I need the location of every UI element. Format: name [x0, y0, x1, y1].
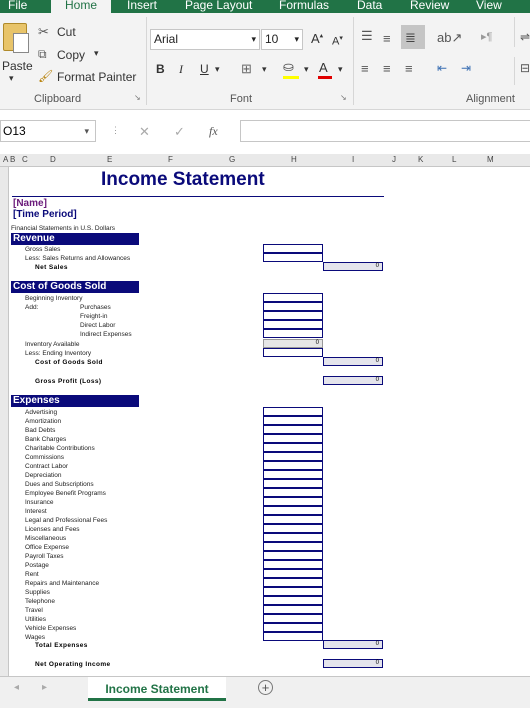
clipboard-launcher-icon[interactable]: ↘	[134, 93, 141, 102]
formula-bar-grip-icon: ⋮	[111, 125, 120, 135]
column-header[interactable]: H	[291, 155, 297, 164]
font-family-select[interactable]: Arial ▾	[150, 29, 260, 50]
total-expenses[interactable]: 0	[323, 640, 383, 649]
expense-cell[interactable]	[263, 605, 323, 614]
font-launcher-icon[interactable]: ↘	[340, 93, 347, 102]
font-group-label: Font	[230, 93, 253, 105]
returns-cell[interactable]	[263, 253, 323, 262]
paste-doc-icon	[13, 33, 29, 53]
insert-function-icon[interactable]: fx	[209, 124, 218, 138]
expense-cell[interactable]	[263, 614, 323, 623]
expense-label: Travel	[25, 607, 43, 614]
enter-icon[interactable]: ✓	[174, 124, 185, 139]
align-right-icon[interactable]: ≡	[405, 61, 413, 76]
freight-cell[interactable]	[263, 311, 323, 320]
name-box-dropdown-icon[interactable]: ▾	[84, 126, 89, 136]
scroll-right-icon[interactable]: ▸	[42, 682, 48, 693]
expense-label: Insurance	[25, 499, 54, 506]
ending-inventory-cell[interactable]	[263, 348, 323, 357]
expense-cell[interactable]	[263, 416, 323, 425]
expenses-header: Expenses	[11, 395, 139, 407]
expense-label: Dues and Subscriptions	[25, 481, 94, 488]
expense-cell[interactable]	[263, 623, 323, 632]
expense-cell[interactable]	[263, 632, 323, 641]
expense-cell[interactable]	[263, 533, 323, 542]
font-dropdown-icon: ▾	[251, 34, 256, 44]
net-operating-income[interactable]: 0	[323, 659, 383, 668]
expense-cell[interactable]	[263, 551, 323, 560]
expense-label: Bad Debts	[25, 427, 56, 434]
expense-label: Contract Labor	[25, 463, 68, 470]
sheet-tab-income-statement[interactable]: Income Statement	[88, 677, 226, 701]
wrap-text-icon[interactable]: ⇌	[520, 30, 530, 44]
expense-label: Telephone	[25, 598, 55, 605]
expense-label: Bank Charges	[25, 436, 67, 443]
expense-label: Depreciation	[25, 472, 62, 479]
direct-labor-label: Direct Labor	[80, 322, 116, 329]
revenue-header: Revenue	[11, 233, 139, 245]
decrease-font-icon[interactable]: A▾	[332, 35, 343, 48]
align-middle-icon[interactable]: ≡	[383, 31, 391, 46]
formula-input[interactable]	[240, 120, 530, 142]
cogs-header: Cost of Goods Sold	[11, 281, 139, 293]
expense-cell[interactable]	[263, 425, 323, 434]
direct-labor-cell[interactable]	[263, 320, 323, 329]
alignment-group-label: Alignment	[466, 93, 515, 105]
expense-cell[interactable]	[263, 506, 323, 515]
expense-label: Employee Benefit Programs	[25, 490, 106, 497]
purchases-label: Purchases	[80, 304, 111, 311]
column-header[interactable]: D	[50, 155, 56, 164]
copy-icon[interactable]: ⧉	[38, 47, 47, 61]
net-sales-total[interactable]: 0	[323, 262, 383, 271]
format-painter-button[interactable]: Format Painter	[57, 70, 137, 84]
align-bottom-button[interactable]	[401, 25, 425, 49]
column-header[interactable]: L	[452, 155, 457, 164]
column-header[interactable]: G	[229, 155, 236, 164]
add-sheet-icon[interactable]: +	[258, 680, 273, 695]
align-top-icon[interactable]: ☰	[361, 28, 373, 43]
ribbon	[0, 13, 530, 110]
expense-cell[interactable]	[263, 479, 323, 488]
size-dropdown-icon: ▾	[294, 34, 299, 44]
increase-font-icon[interactable]: A▴	[311, 31, 324, 46]
expense-label: Advertising	[25, 409, 58, 416]
font-color-icon[interactable]: A	[319, 60, 328, 75]
expense-cell[interactable]	[263, 407, 323, 416]
format-painter-icon[interactable]: 🖌	[38, 69, 54, 83]
tab-view[interactable]: View	[476, 0, 502, 12]
expense-cell[interactable]	[263, 515, 323, 524]
expense-cell[interactable]	[263, 578, 323, 587]
expense-label: Rent	[25, 571, 39, 578]
total-expenses-label: Total Expenses	[35, 642, 88, 649]
column-header[interactable]: J	[392, 155, 396, 164]
expense-label: Interest	[25, 508, 47, 515]
font-color-dropdown-icon[interactable]: ▾	[338, 64, 343, 74]
indirect-expenses-cell[interactable]	[263, 329, 323, 338]
ribbon-separator	[146, 17, 147, 105]
expense-cell[interactable]	[263, 596, 323, 605]
expense-cell[interactable]	[263, 470, 323, 479]
expense-cell[interactable]	[263, 524, 323, 533]
column-header[interactable]: K	[418, 155, 424, 164]
freight-label: Freight-in	[80, 313, 108, 320]
expense-label: Wages	[25, 634, 45, 641]
expense-cell[interactable]	[263, 461, 323, 470]
tab-home[interactable]: Home	[51, 0, 111, 13]
name-box[interactable]: O13 ▾	[0, 120, 96, 142]
align-center-icon[interactable]: ≡	[383, 61, 391, 76]
borders-icon[interactable]: ⊞	[241, 61, 252, 76]
beginning-inventory-cell[interactable]	[263, 293, 323, 302]
expense-label: Supplies	[25, 589, 50, 596]
font-color-swatch	[318, 76, 332, 79]
sheet-tab-bar	[0, 676, 530, 708]
tab-file[interactable]: File	[8, 0, 28, 12]
currency-note: Financial Statements in U.S. Dollars	[11, 225, 116, 232]
expense-label: Commissions	[25, 454, 65, 461]
expense-cell[interactable]	[263, 560, 323, 569]
fill-color-icon[interactable]: ⛀	[283, 59, 294, 74]
beginning-inventory-label: Beginning Inventory	[25, 295, 83, 302]
paste-button[interactable]: Paste	[2, 59, 33, 73]
gross-profit-total[interactable]: 0	[323, 376, 383, 385]
expense-label: Vehicle Expenses	[25, 625, 77, 632]
align-left-icon[interactable]: ≡	[361, 61, 369, 76]
expense-cell[interactable]	[263, 569, 323, 578]
tab-review[interactable]: Review	[410, 0, 450, 12]
ending-inventory-label: Less: Ending Inventory	[25, 350, 92, 357]
underline-button[interactable]: U	[200, 62, 209, 76]
column-header[interactable]: F	[168, 155, 173, 164]
orientation-icon[interactable]: ab↗	[437, 30, 463, 45]
expense-label: Charitable Contributions	[25, 445, 95, 452]
expense-cell[interactable]	[263, 452, 323, 461]
expense-cell[interactable]	[263, 488, 323, 497]
tab-page-layout[interactable]: Page Layout	[185, 0, 253, 12]
paste-dropdown-icon[interactable]: ▾	[9, 73, 14, 83]
add-label: Add:	[25, 304, 39, 311]
column-headers	[0, 154, 530, 167]
expense-label: Office Expense	[25, 544, 69, 551]
copy-dropdown-icon[interactable]: ▾	[94, 48, 99, 58]
expense-label: Miscellaneous	[25, 535, 67, 542]
tab-data[interactable]: Data	[357, 0, 383, 12]
time-period: [Time Period]	[13, 209, 77, 220]
expense-label: Legal and Professional Fees	[25, 517, 108, 524]
row-headers	[0, 167, 9, 676]
ribbon-separator	[514, 57, 515, 85]
copy-button[interactable]: Copy	[57, 48, 86, 62]
decrease-indent-icon[interactable]: ⇤	[437, 61, 448, 75]
cancel-icon[interactable]: ✕	[139, 124, 150, 139]
align-bottom-icon: ≣	[405, 30, 416, 45]
scroll-left-icon[interactable]: ◂	[14, 682, 20, 693]
bold-button[interactable]: B	[156, 62, 165, 76]
font-size-select[interactable]: 10 ▾	[261, 29, 303, 50]
sheet-title: Income Statement	[101, 169, 265, 190]
returns-label: Less: Sales Returns and Allowances	[25, 255, 131, 262]
cut-button[interactable]: Cut	[57, 25, 76, 39]
expense-label: Licenses and Fees	[25, 526, 80, 533]
inventory-available-label: Inventory Available	[25, 341, 80, 348]
expense-cell[interactable]	[263, 434, 323, 443]
column-header[interactable]: I	[352, 155, 355, 164]
expense-label: Payroll Taxes	[25, 553, 64, 560]
tab-formulas[interactable]: Formulas	[279, 0, 330, 12]
ribbon-separator	[353, 17, 354, 105]
column-header[interactable]: A	[3, 155, 9, 164]
expense-cell[interactable]	[263, 443, 323, 452]
expense-label: Repairs and Maintenance	[25, 580, 100, 587]
tab-insert[interactable]: Insert	[127, 0, 158, 12]
merge-center-icon[interactable]: ⊟	[520, 61, 530, 75]
increase-indent-icon[interactable]: ⇥	[461, 61, 472, 75]
underline-dropdown-icon[interactable]: ▾	[215, 64, 220, 74]
ribbon-tab-bar	[0, 0, 530, 13]
column-header[interactable]: B	[10, 155, 16, 164]
cogs-total-label: Cost of Goods Sold	[35, 359, 103, 366]
expense-cell[interactable]	[263, 497, 323, 506]
indirect-expenses-label: Indirect Expenses	[80, 331, 132, 338]
title-underline	[12, 196, 384, 197]
inventory-available-cell[interactable]: 0	[263, 339, 323, 348]
expense-cell[interactable]	[263, 587, 323, 596]
company-name: [Name]	[13, 198, 47, 209]
expense-label: Postage	[25, 562, 49, 569]
expense-label: Utilities	[25, 616, 46, 623]
gross-profit-label: Gross Profit (Loss)	[35, 378, 102, 385]
column-header[interactable]: E	[107, 155, 113, 164]
italic-button[interactable]: I	[179, 62, 183, 76]
gross-sales-label: Gross Sales	[25, 246, 61, 253]
net-sales-label: Net Sales	[35, 264, 68, 271]
scissors-icon[interactable]: ✂	[38, 24, 49, 39]
gross-sales-cell[interactable]	[263, 244, 323, 253]
column-header[interactable]: C	[22, 155, 28, 164]
ribbon-separator	[514, 17, 515, 47]
cogs-total[interactable]: 0	[323, 357, 383, 366]
fill-color-swatch	[283, 76, 299, 79]
net-operating-income-label: Net Operating Income	[35, 661, 111, 668]
clipboard-group-label: Clipboard	[34, 93, 82, 105]
expense-cell[interactable]	[263, 542, 323, 551]
borders-dropdown-icon[interactable]: ▾	[262, 64, 267, 74]
expense-label: Amortization	[25, 418, 62, 425]
fill-dropdown-icon[interactable]: ▾	[304, 64, 309, 74]
purchases-cell[interactable]	[263, 302, 323, 311]
column-header[interactable]: M	[487, 155, 494, 164]
text-direction-icon[interactable]: ▸¶	[481, 31, 493, 43]
